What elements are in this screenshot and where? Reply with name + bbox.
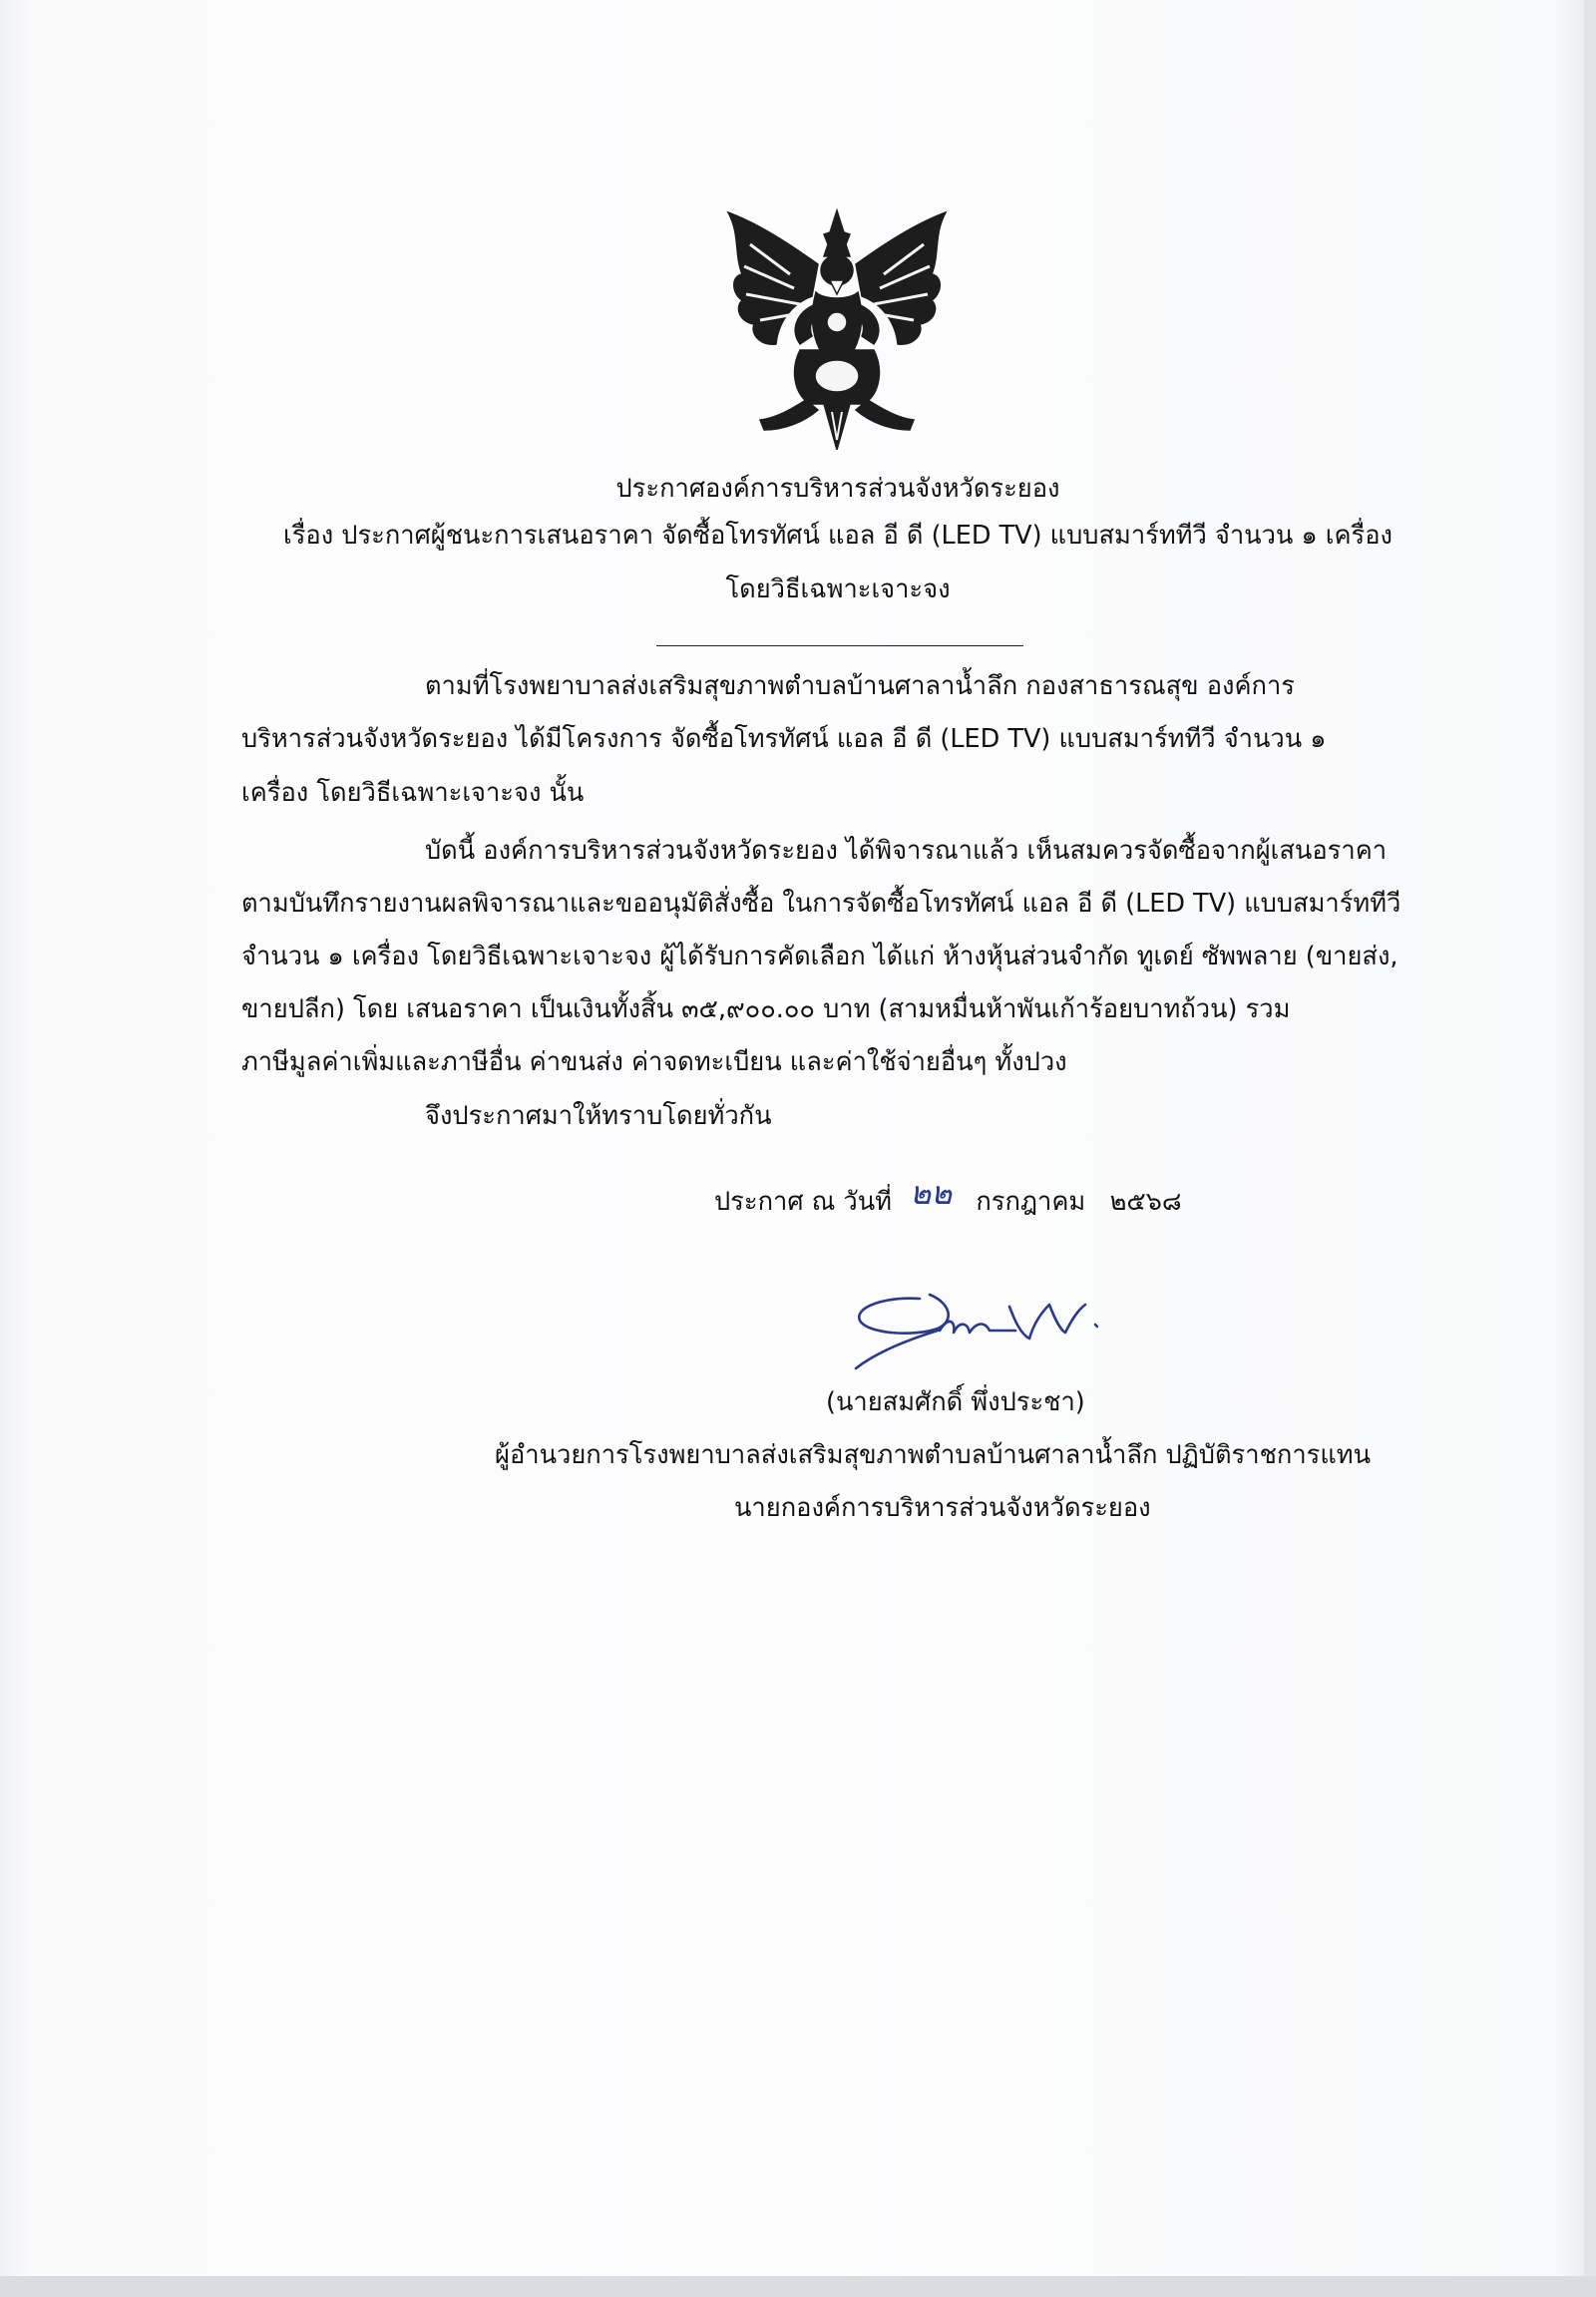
procurement-method: โดยวิธีเฉพาะเจาะจง	[725, 574, 951, 604]
signer-name: (นายสมศักดิ์ พึ่งประชา)	[826, 1387, 1085, 1417]
announcement-org-title: ประกาศองค์การบริหารส่วนจังหวัดระยอง	[615, 474, 1060, 504]
paragraph2-line5: ภาษีมูลค่าเพิ่มและภาษีอื่น ค่าขนส่ง ค่าจดทะเบียน และค่าใช้จ่ายอื่นๆ ทั้งปวง	[241, 1047, 1067, 1077]
paragraph2-line2: ตามบันทึกรายงานผลพิจารณาและขออนุมัติสั่งซื้อ ในการจัดซื้อโทรทัศน์ แอล อี ดี (LED TV) แบบสมาร์ททีวี	[241, 889, 1401, 919]
handwritten-signature	[846, 1277, 1105, 1376]
paragraph2-line1: บัดนี้ องค์การบริหารส่วนจังหวัดระยอง ได้พิจารณาแล้ว เห็นสมควรจัดซื้อจากผู้เสนอราคา	[425, 836, 1388, 866]
title-divider	[656, 645, 1023, 646]
signer-organization: นายกองค์การบริหารส่วนจังหวัดระยอง	[734, 1493, 1151, 1523]
closing-statement: จึงประกาศมาให้ทราบโดยทั่วกัน	[425, 1101, 772, 1131]
paragraph2-line3: จำนวน ๑ เครื่อง โดยวิธีเฉพาะเจาะจง ผู้ได้รับการคัดเลือก ได้แก่ ห้างหุ้นส่วนจำกัด ทูเดย์ ซัพพลาย (ขายส่ง,	[241, 942, 1398, 971]
paragraph2-line4: ขายปลีก) โดย เสนอราคา เป็นเงินทั้งสิ้น ๓๕,๙๐๐.๐๐ บาท (สามหมื่นห้าพันเก้าร้อยบาทถ้วน) รวม	[241, 994, 1291, 1024]
paragraph1-line3: เครื่อง โดยวิธีเฉพาะเจาะจง นั้น	[241, 778, 585, 808]
paragraph1-line1: ตามที่โรงพยาบาลส่งเสริมสุขภาพตำบลบ้านศาลาน้ำลึก กองสาธารณสุข องค์การ	[425, 671, 1295, 701]
garuda-emblem-icon	[720, 204, 954, 450]
signer-position: ผู้อำนวยการโรงพยาบาลส่งเสริมสุขภาพตำบลบ้านศาลาน้ำลึก ปฏิบัติราชการแทน	[495, 1440, 1372, 1470]
date-prefix: ประกาศ ณ วันที่	[714, 1187, 892, 1217]
date-year: ๒๕๖๘	[1109, 1187, 1182, 1217]
page-bottom-edge	[0, 2276, 1596, 2297]
page-right-edge	[1584, 0, 1596, 2297]
paragraph1-line2: บริหารส่วนจังหวัดระยอง ได้มีโครงการ จัดซื้อโทรทัศน์ แอล อี ดี (LED TV) แบบสมาร์ททีวี จำนวน ๑	[241, 724, 1327, 754]
announcement-subject: เรื่อง ประกาศผู้ชนะการเสนอราคา จัดซื้อโทรทัศน์ แอล อี ดี (LED TV) แบบสมาร์ททีวี จำนวน ๑ เครื่อง	[283, 521, 1393, 551]
date-day-handwritten: ๒๒	[910, 1174, 953, 1212]
date-month: กรกฎาคม	[976, 1187, 1086, 1217]
announcement-date	[714, 1174, 1182, 1219]
